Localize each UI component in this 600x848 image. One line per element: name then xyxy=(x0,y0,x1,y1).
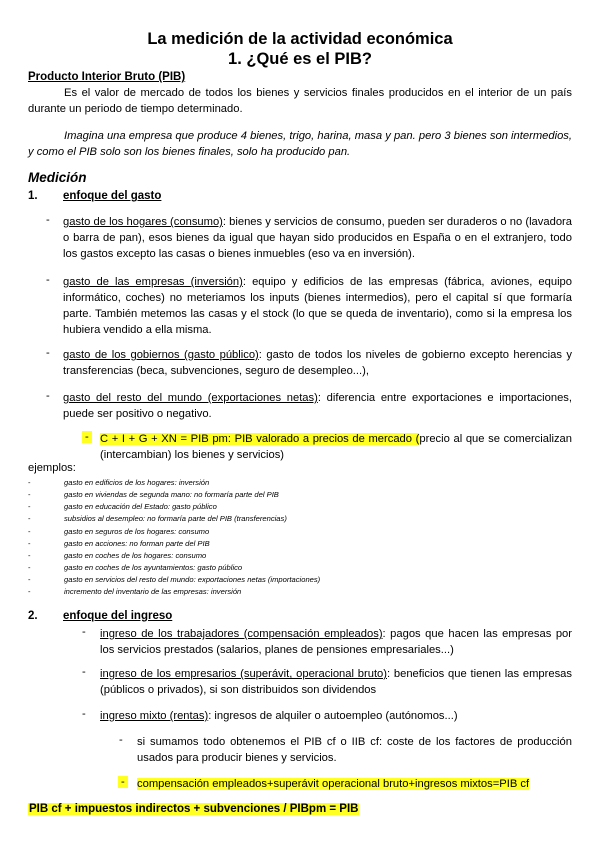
ejemplo-item: - gasto en seguros de los hogares: consumo xyxy=(28,527,210,536)
gasto-text: : diferencia entre exportaciones e importaciones, puede ser positivo o negativo. xyxy=(63,392,572,420)
bullet-dash: - xyxy=(82,666,86,678)
ingreso-term: ingreso mixto (rentas) xyxy=(100,710,209,722)
bullet-dash: - xyxy=(82,626,86,638)
medicion-heading: Medición xyxy=(28,170,87,185)
example-paragraph: Imagina una empresa que produce 4 bienes, trigo, harina, masa y pan. pero 3 bienes son intermedios, y como el PIB solo son los bienes finales, solo ha producido pan. xyxy=(28,130,572,158)
ingreso-text: : beneficios que tienen las empresas (públicos o privados), si son distribuidos son dividendos xyxy=(100,668,572,696)
bullet-dash: - xyxy=(46,390,50,402)
gasto-term: gasto de las empresas (inversión) xyxy=(63,276,243,288)
ejemplos-label: ejemplos: xyxy=(28,462,76,474)
ejemplo-item: - gasto en servicios del resto del mundo: exportaciones netas (importaciones) xyxy=(28,575,321,584)
ejemplo-item: - gasto en coches de los ayuntamientos: gasto público xyxy=(28,563,243,572)
bullet-dash: - xyxy=(82,708,86,720)
gasto-item-hogares xyxy=(63,214,572,262)
ingreso-item-empresarios xyxy=(100,666,572,698)
section-number-gasto: 1. xyxy=(28,190,38,202)
section-title-gasto: enfoque del gasto xyxy=(63,190,162,202)
ejemplo-item: - gasto en coches de los hogares: consumo xyxy=(28,551,207,560)
ejemplo-item: - gasto en viviendas de segunda mano: no formaría parte del PIB xyxy=(28,490,279,499)
section-number-ingreso: 2. xyxy=(28,610,38,622)
formula-highlight: C + I + G + XN = PIB pm: PIB valorado a precios de mercado ( xyxy=(100,433,420,445)
gasto-term: gasto de los hogares (consumo) xyxy=(63,216,223,228)
page-subtitle: 1. ¿Qué es el PIB? xyxy=(228,50,372,68)
ingreso-item-mixto xyxy=(100,708,572,724)
ingreso-text: : ingresos de alquiler o autoempleo (autónomos...) xyxy=(208,710,458,722)
bullet-dash: - xyxy=(46,274,50,286)
bullet-dash: - xyxy=(46,347,50,359)
ejemplo-item: - gasto en educación del Estado: gasto público xyxy=(28,502,217,511)
ingreso-subitem-formula: compensación empleados+superávit operacional bruto+ingresos mixtos=PIB cf xyxy=(137,778,530,790)
ingreso-term: ingreso de los trabajadores (compensación empleados) xyxy=(100,628,383,640)
pib-definition: Es el valor de mercado de todos los bienes y servicios finales producidos en el interior de un país durante un periodo de tiempo determinado. xyxy=(28,87,572,115)
gasto-term: gasto del resto del mundo (exportaciones netas) xyxy=(63,392,318,404)
gasto-item-exterior xyxy=(63,390,572,422)
formula-rest: precio al que se comercializan (intercambian) los bienes y servicios) xyxy=(100,433,572,461)
pib-heading: Producto Interior Bruto (PIB) xyxy=(28,71,186,83)
ejemplo-item: - gasto en acciones: no forman parte del PIB xyxy=(28,539,210,548)
gasto-formula xyxy=(100,431,572,463)
gasto-item-empresas xyxy=(63,274,572,338)
bullet-dash: - xyxy=(118,776,128,788)
page-title: La medición de la actividad económica xyxy=(147,30,453,48)
ingreso-text: : pagos que hacen las empresas por los servicios prestados (salarios, planes de pensiones empresariales...) xyxy=(100,628,572,656)
gasto-text: : gasto de todos los niveles de gobierno excepto herencias y transferencias (beca, subvenciones, seguro de desempleo...), xyxy=(63,349,572,377)
bullet-dash: - xyxy=(119,734,123,746)
ejemplo-item: - incremento del inventario de las empresas: inversión xyxy=(28,587,242,596)
final-formula: PIB cf + impuestos indirectos + subvenciones / PIBpm = PIB xyxy=(29,803,359,815)
ejemplo-item: - subsidios al desempleo: no formaría parte del PIB (transferencias) xyxy=(28,514,287,523)
ejemplo-item: - gasto en edificios de los hogares: inversión xyxy=(28,478,210,487)
gasto-term: gasto de los gobiernos (gasto público) xyxy=(63,349,259,361)
ingreso-subitem-pibcf: si sumamos todo obtenemos el PIB cf o IIB cf: coste de los factores de producción usados para producir bienes y servicios. xyxy=(137,736,572,764)
gasto-text: : bienes y servicios de consumo, pueden ser duraderos o no (lavadora o barra de pan), esos bienes da igual que hayan sido producidos en España o en el extranjero, todo los gastos excepto las casas o bienes inmuebles (eso va en inversión). xyxy=(63,216,572,260)
gasto-text: : equipo y edificios de las empresas (fábrica, aviones, equipo informático, coches) no meteriamos los inputs (bienes intermedios), pero el capital sí que formaría parte. También metemos las casas y el stock (lo que se queda de inventario), como si la empresa los hubiera vendido a ella misma. xyxy=(63,276,573,336)
section-title-ingreso: enfoque del ingreso xyxy=(63,610,173,622)
gasto-item-gobiernos xyxy=(63,347,572,379)
bullet-dash: - xyxy=(82,431,92,443)
ingreso-item-trabajadores xyxy=(100,626,572,658)
ingreso-term: ingreso de los empresarios (superávit, operacional bruto) xyxy=(100,668,387,680)
bullet-dash: - xyxy=(46,214,50,226)
